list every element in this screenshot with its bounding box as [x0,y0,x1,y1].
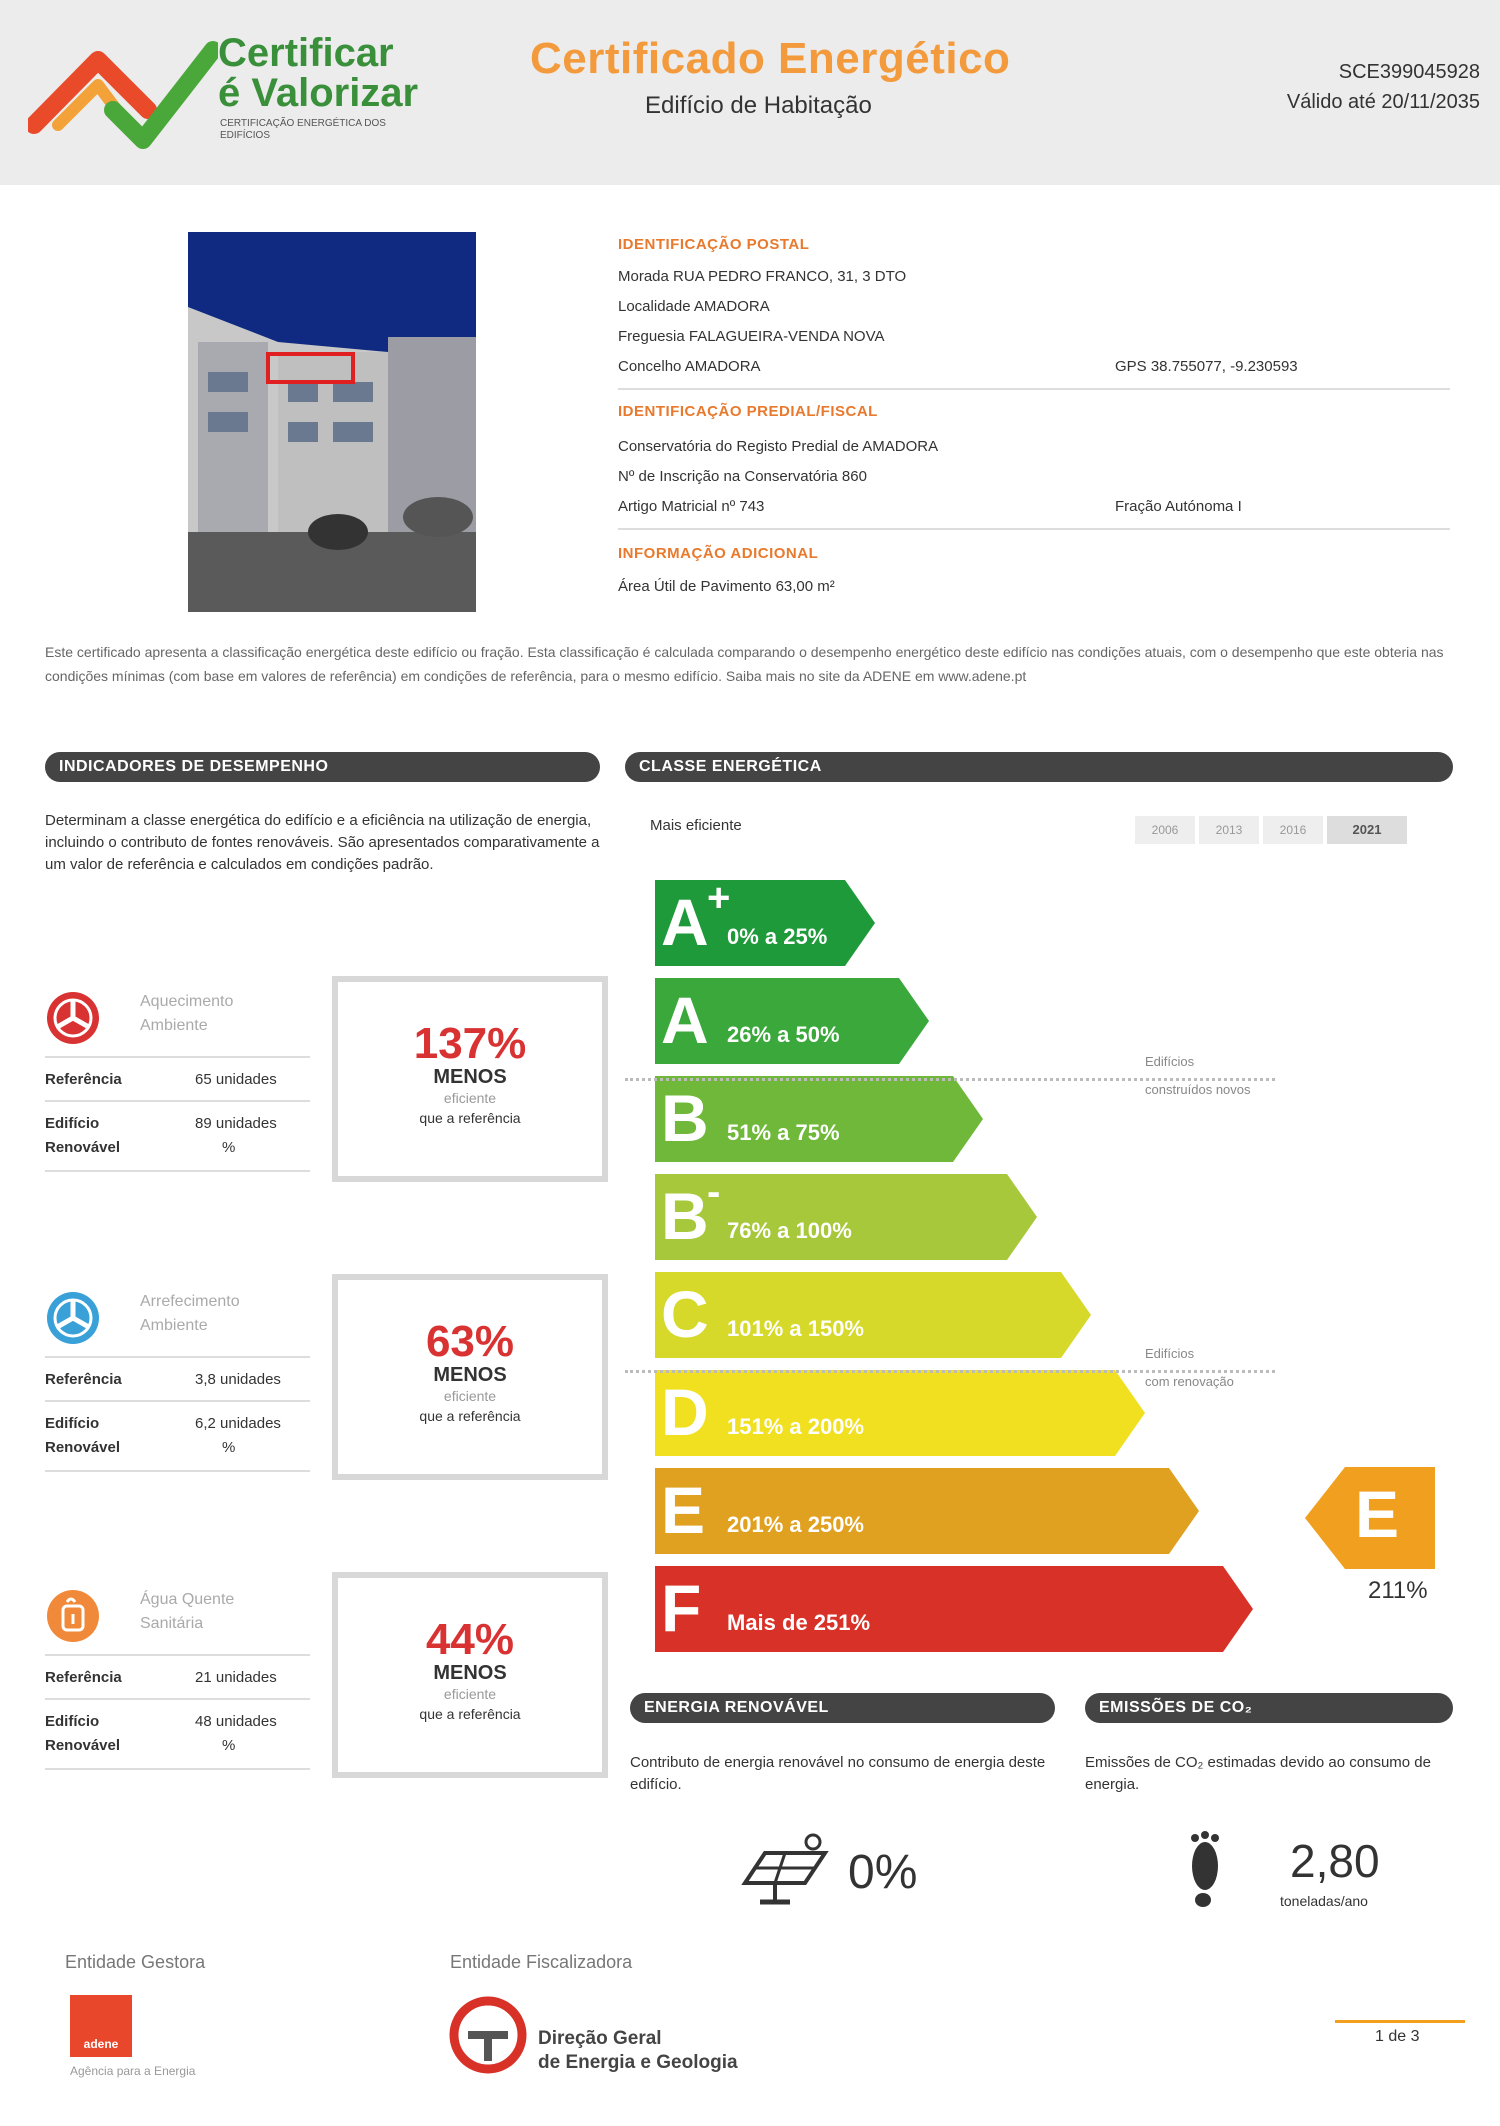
logo-title-line2: é Valorizar [218,71,419,115]
ref-new-line2: construídos novos [1145,1082,1251,1097]
adene-logo [70,1995,132,2057]
class-letter: F [661,1571,702,1645]
indicator-2-note1: eficiente [443,1388,497,1404]
gestora-label: Entidade Gestora [65,1952,206,1972]
class-letter: D [661,1375,709,1449]
class-range: 26% a 50% [727,1022,840,1047]
class-range: 101% a 150% [727,1316,864,1341]
indicators-heading: INDICADORES DE DESEMPENHO [45,752,600,782]
freguesia: Freguesia FALAGUEIRA-VENDA NOVA [618,328,885,345]
localidade: Localidade AMADORA [618,298,770,315]
inscricao: Nº de Inscrição na Conservatória 860 [618,468,867,485]
gps: GPS 38.755077, -9.230593 [1115,358,1298,375]
hot-water-icon [45,1588,101,1644]
current-class-value: 211% [1368,1577,1428,1604]
indicator-2-edif-unit: % [222,1439,236,1456]
indicator-3-result-box [332,1572,608,1778]
additional-heading: INFORMAÇÃO ADICIONAL [618,545,819,562]
ref-renov-line2: com renovação [1145,1374,1234,1389]
indicator-3-note2: que a referência [419,1706,521,1722]
adene-logo-text: adene [83,2037,119,2051]
indicator-1-ref-label: Referência [45,1071,122,1088]
cooling-icon [45,1290,101,1346]
indicator-1-edif-label2: Renovável [45,1139,121,1156]
renewable-heading: ENERGIA RENOVÁVEL [630,1693,1055,1723]
morada: Morada RUA PEDRO FRANCO, 31, 3 DTO [618,268,907,285]
indicator-1-note1: eficiente [443,1090,497,1106]
divider [45,1768,310,1770]
class-bar-c [655,1272,1091,1358]
indicator-1-title-line1: Aquecimento [140,993,234,1010]
document-subtitle: Edifício de Habitação [645,92,872,119]
ref-new-line1: Edifícios [1145,1054,1195,1069]
concelho: Concelho AMADORA [618,358,761,375]
dgeg-logo-icon [448,1995,528,2075]
fracao: Fração Autónoma I [1115,498,1242,515]
ref-renov-line1: Edifícios [1145,1346,1195,1361]
indicator-2-title-line2: Ambiente [140,1317,208,1334]
class-range: 151% a 200% [727,1414,864,1439]
class-range: 51% a 75% [727,1120,840,1145]
indicator-3-ref-label: Referência [45,1669,122,1686]
indicator-1-pct: 137% [413,1019,527,1068]
class-range: 201% a 250% [727,1512,864,1537]
divider [45,1056,310,1058]
valid-until: Válido até 20/11/2035 [1286,91,1480,113]
certificate-code: SCE399045928 [1338,61,1480,83]
class-letter: A [661,983,709,1057]
page-rule [1335,2020,1465,2023]
indicator-2-edif-label1: Edifício [45,1415,100,1432]
year-2021: 2021 [1327,816,1407,844]
logo-title-line1: Certificar [218,31,394,75]
divider [45,1698,310,1700]
divider [45,1356,310,1358]
indicator-2-note2: que a referência [419,1408,521,1424]
artigo: Artigo Matricial nº 743 [618,498,765,515]
divider [618,388,1450,390]
class-bar-shape [655,1272,1091,1358]
indicator-2-edif-label2: Renovável [45,1439,121,1456]
emissions-description: Emissões de CO₂ estimadas devido ao consumo de energia. [1085,1754,1431,1793]
indicator-3-title-line2: Sanitária [140,1615,204,1632]
indicator-1-menos: MENOS [433,1066,507,1088]
year-2016: 2016 [1263,816,1323,844]
year-selector [1135,810,1435,850]
emissions-value: 2,80 [1290,1835,1380,1887]
class-range: Mais de 251% [727,1610,871,1635]
class-bar-e [655,1468,1199,1554]
class-letter: E [661,1473,706,1547]
emissions-heading: EMISSÕES DE CO₂ [1085,1693,1453,1723]
certificar-logo-icon [28,30,218,155]
indicator-2-title-line1: Arrefecimento [140,1293,240,1310]
current-class-letter: E [1355,1477,1400,1551]
document-title: Certificado Energético [530,34,1011,83]
indicator-1-note2: que a referência [419,1110,521,1126]
divider [618,528,1450,530]
postal-heading: IDENTIFICAÇÃO POSTAL [618,236,810,253]
indicator-3-edif-value: 48 unidades [195,1713,277,1730]
divider [45,1100,310,1102]
class-range: 0% a 25% [727,924,828,949]
energy-class-scale [655,876,1275,1670]
emissions-unit: toneladas/ano [1280,1893,1368,1909]
solar-panel-icon [735,1828,835,1908]
class-modifier: + [707,876,731,920]
indicator-1-edif-value: 89 unidades [195,1115,277,1132]
dgeg-line1: Direção Geral [538,2028,662,2049]
footprint-icon [1185,1828,1225,1908]
building-photo [188,232,476,612]
heating-icon [45,990,101,1046]
class-bar-shape [655,1370,1145,1456]
renewable-value: 0% [848,1846,918,1899]
divider [45,1654,310,1656]
ref-line-new [625,1078,1275,1081]
indicator-1-title-line2: Ambiente [140,1017,208,1034]
indicator-3-menos: MENOS [433,1662,507,1684]
indicator-2-result-box [332,1274,608,1480]
indicator-2-menos: MENOS [433,1364,507,1386]
class-bar-f [655,1566,1253,1652]
class-range: 76% a 100% [727,1218,852,1243]
dgeg-line2: de Energia e Geologia [538,2052,738,2073]
gestora-caption: Agência para a Energia [70,2064,196,2078]
indicator-3-ref-value: 21 unidades [195,1669,277,1686]
indicator-1-result-box [332,976,608,1182]
indicator-3-edif-label2: Renovável [45,1737,121,1754]
class-letter: A [661,885,709,959]
logo-subtitle: CERTIFICAÇÃO ENERGÉTICA DOS EDIFÍCIOS [220,118,386,141]
class-modifier: - [707,1170,721,1214]
area: Área Útil de Pavimento 63,00 m² [618,578,835,595]
class-letter: B [661,1179,709,1253]
indicator-2-ref-label: Referência [45,1371,122,1388]
indicator-3-title-line1: Água Quente [140,1591,235,1608]
indicator-2-edif-value: 6,2 unidades [195,1415,281,1432]
indicator-1-ref-value: 65 unidades [195,1071,277,1088]
divider [45,1400,310,1402]
indicator-3-note1: eficiente [443,1686,497,1702]
indicator-1-edif-unit: % [222,1139,236,1156]
indicator-3-edif-label1: Edifício [45,1713,100,1730]
indicators-description: Determinam a classe energética do edifício e a eficiência na utilização de energia, incluindo o contributo de fontes renováveis. São apresentados comparativamente a um valor de referência e calculados em condições padrão. [45,812,600,873]
divider [45,1470,310,1472]
class-bar-d [655,1370,1145,1456]
renewable-description: Contributo de energia renovável no consumo de energia deste edifício. [630,1754,1046,1793]
ref-line-renov [625,1370,1275,1373]
year-2013: 2013 [1199,816,1259,844]
class-bar-shape [655,1468,1199,1554]
class-letter: C [661,1277,709,1351]
year-2006: 2006 [1135,816,1195,844]
page-number: 1 de 3 [1375,2028,1420,2045]
indicator-2-ref-value: 3,8 unidades [195,1371,281,1388]
indicator-3-pct: 44% [425,1615,515,1664]
mais-eficiente-label: Mais eficiente [650,817,742,834]
class-bar-shape [655,1566,1253,1652]
indicator-2-pct: 63% [425,1317,515,1366]
intro-text: Este certificado apresenta a classificação energética deste edifício ou fração. Esta classificação é calculada comparando o desempenho energético deste edifício nas condições atuais, com o desempenho que este obteria nas condições mínimas (com base em valores de referência) em condições de referência, para o mesmo edifício. Saiba mais no site da ADENE em www.adene.pt [45,644,1444,684]
conservatoria: Conservatória do Registo Predial de AMADORA [618,438,939,455]
predial-heading: IDENTIFICAÇÃO PREDIAL/FISCAL [618,403,878,420]
divider [45,1170,310,1172]
indicator-3-edif-unit: % [222,1737,236,1754]
class-letter: B [661,1081,709,1155]
energy-class-heading: CLASSE ENERGÉTICA [625,752,1453,782]
fiscal-label: Entidade Fiscalizadora [450,1952,633,1972]
indicator-1-edif-label1: Edifício [45,1115,100,1132]
